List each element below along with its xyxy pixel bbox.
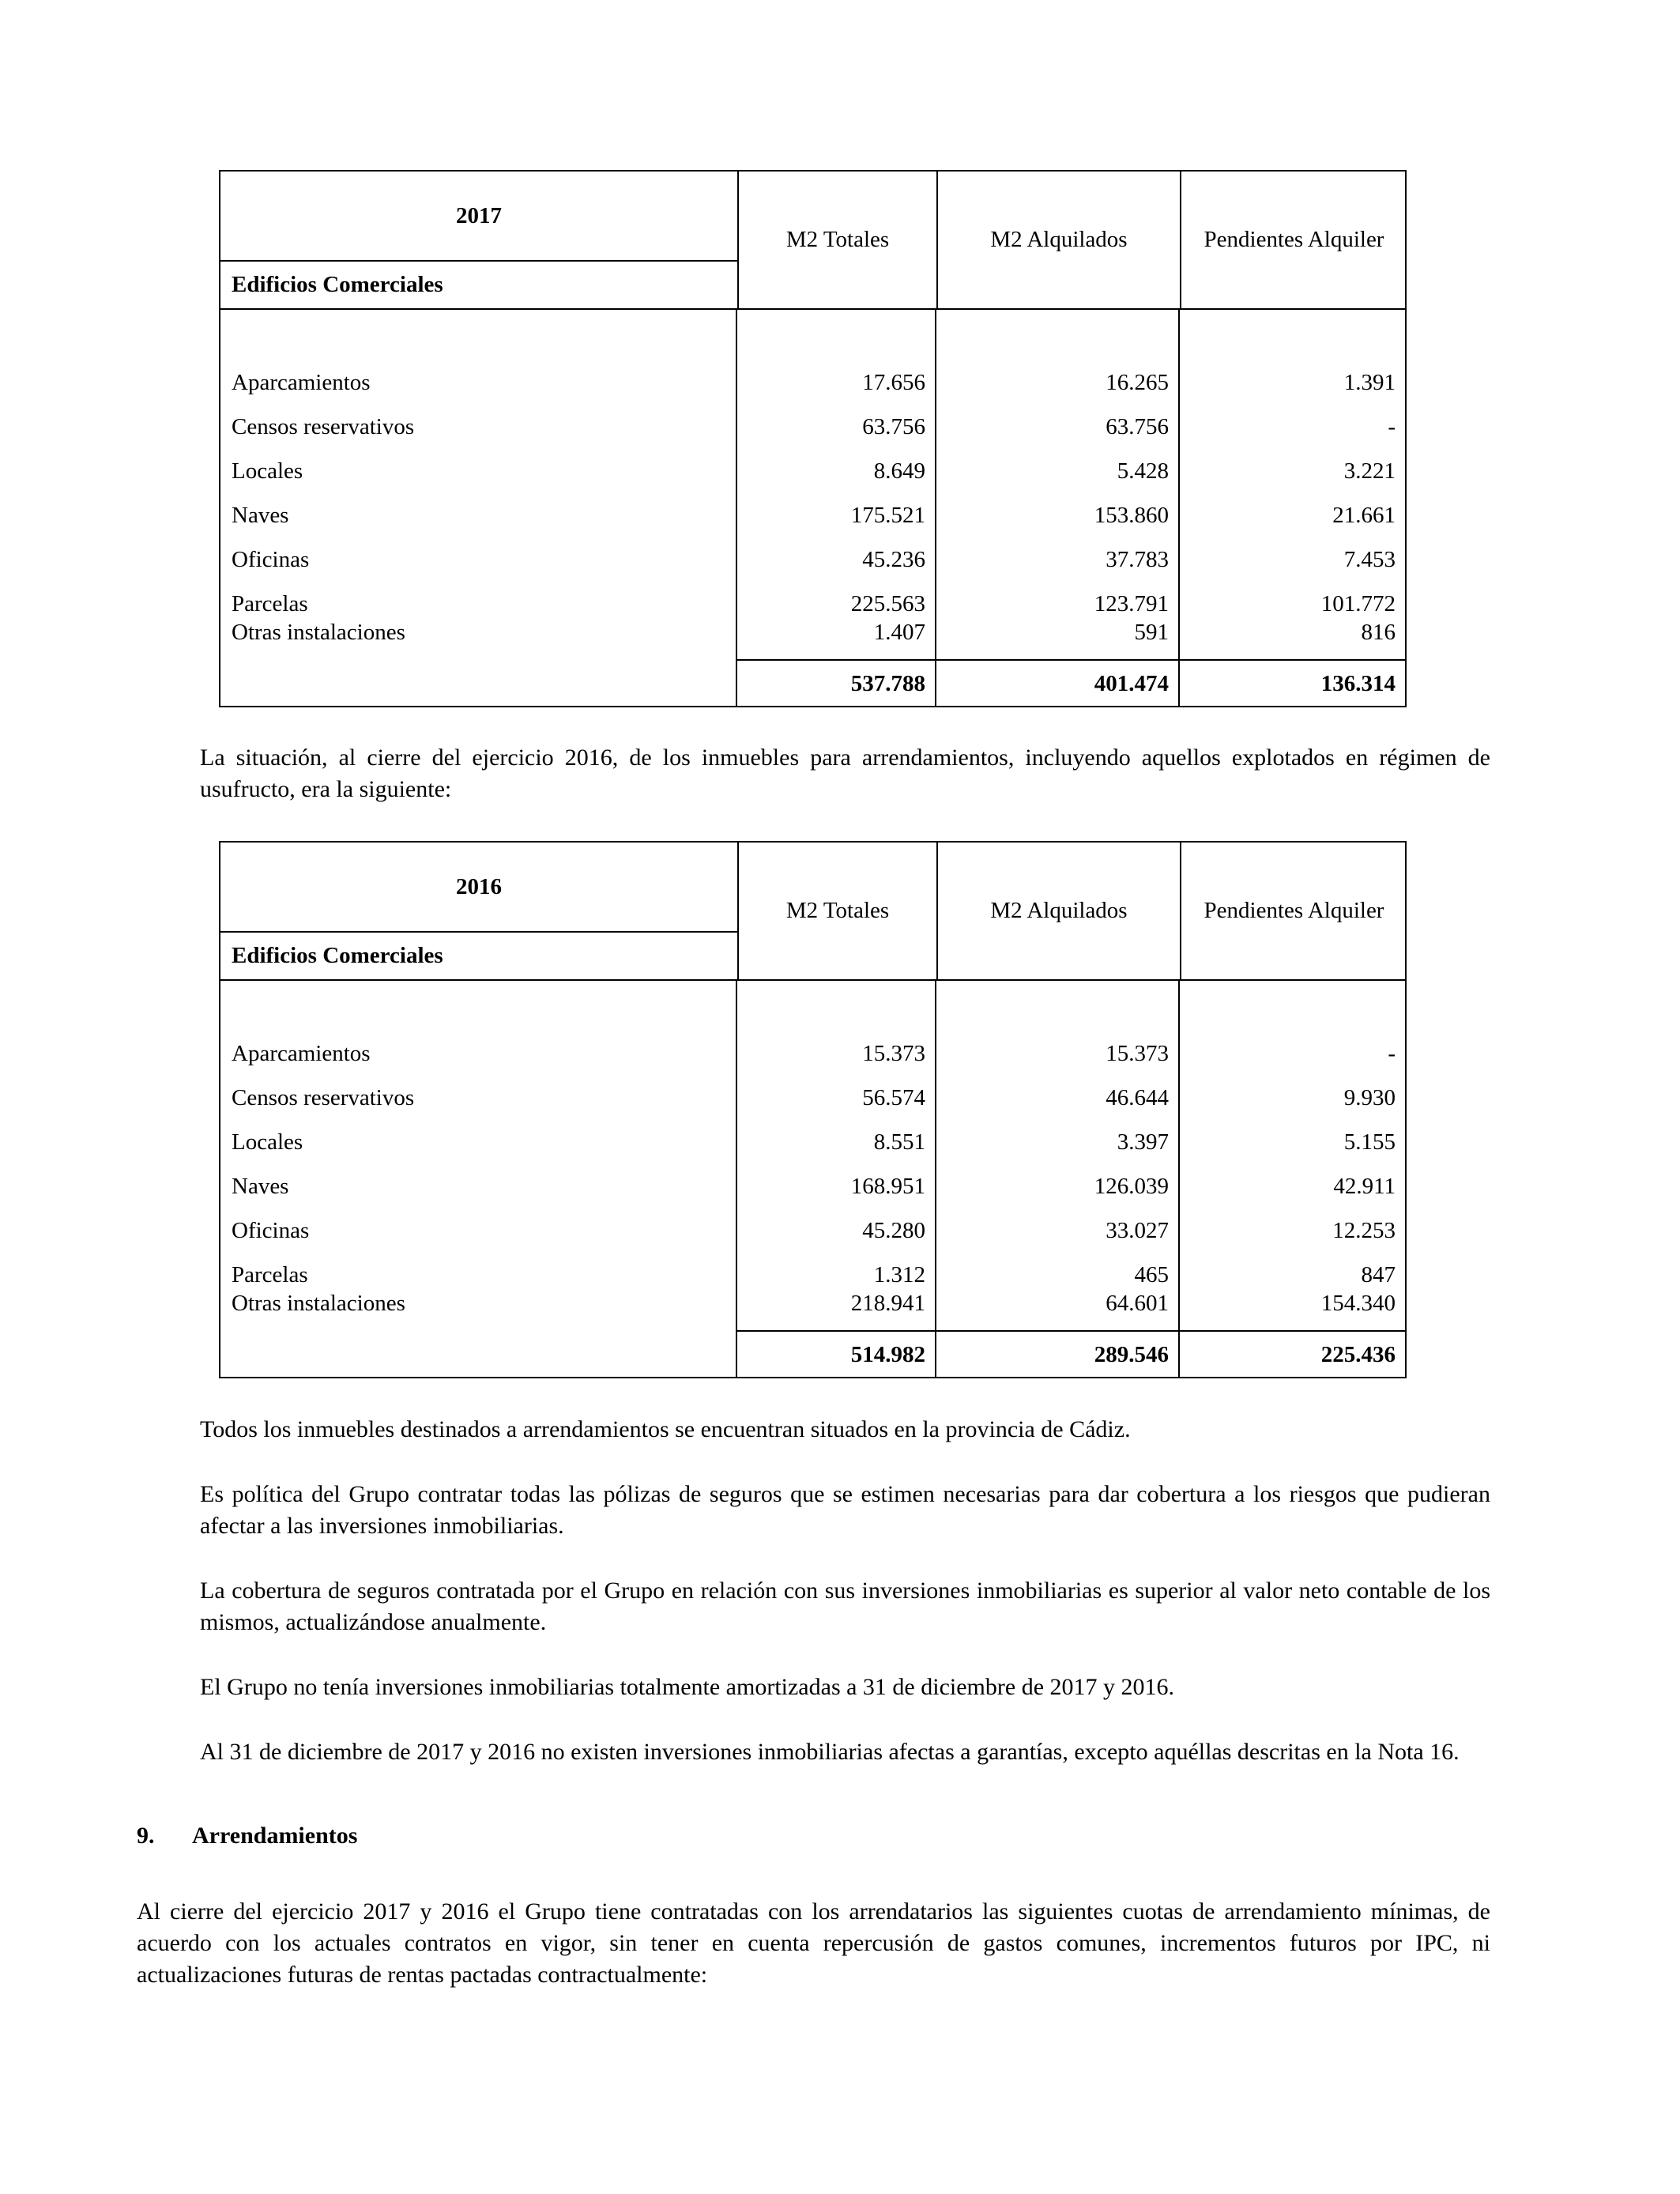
total-alquilados: 401.474 <box>1094 671 1169 696</box>
cell-pendientes: 5.155 <box>1343 1129 1396 1155</box>
cell-pendientes: 816 <box>1361 619 1396 645</box>
cell-alquilados: 33.027 <box>1106 1217 1169 1243</box>
section-number: 9. <box>137 1823 155 1849</box>
cell-alquilados: 3.397 <box>1117 1129 1169 1155</box>
cell-pendientes: 1.391 <box>1343 369 1396 395</box>
row-label: Otras instalaciones <box>232 1290 405 1316</box>
cell-pendientes: 154.340 <box>1320 1290 1396 1316</box>
table-row <box>220 1281 1405 1325</box>
paragraph-garantias: Al 31 de diciembre de 2017 y 2016 no existen inversiones inmobiliarias afectas a garantías, excepto aquéllas descritas en la Nota 16. <box>200 1739 1460 1765</box>
cell-totales: 15.373 <box>862 1040 925 1066</box>
table-row <box>220 1208 1405 1253</box>
section-paragraph: Al cierre del ejercicio 2017 y 2016 el Grupo tiene contratadas con los arrendatarios las siguientes cuotas de arrendamiento mínimas, de acuerdo con los actuales contratos en vigor, sin tener en cuenta repercusión de gastos comunes, incrementos futuros por IPC, ni actualizaciones futuras de rentas pactadas contractualmente: <box>137 1898 1490 1988</box>
table-header <box>220 843 1405 981</box>
cell-alquilados: 591 <box>1134 619 1169 645</box>
paragraph-cobertura: La cobertura de seguros contratada por el Grupo en relación con sus inversiones inmobiliarias es superior al valor neto contable de los mismos, actualizándose anualmente. <box>200 1578 1490 1635</box>
row-label: Parcelas <box>232 1261 308 1287</box>
cell-totales: 168.951 <box>850 1173 925 1199</box>
cell-alquilados: 64.601 <box>1106 1290 1169 1316</box>
table-header <box>220 172 1405 310</box>
cell-alquilados: 15.373 <box>1106 1040 1169 1066</box>
intro-2016-paragraph: La situación, al cierre del ejercicio 2016, de los inmuebles para arrendamientos, incluyendo aquellos explotados en régimen de usufructo, era la siguiente: <box>200 745 1490 802</box>
table-2017 <box>219 170 1407 707</box>
row-label: Locales <box>232 458 303 484</box>
cell-pendientes: - <box>1388 1040 1396 1066</box>
column-header-m2-totales: M2 Totales <box>737 843 936 979</box>
cell-alquilados: 153.860 <box>1094 502 1169 528</box>
table-row <box>220 405 1405 449</box>
row-label: Aparcamientos <box>232 369 371 395</box>
column-header-pendientes: Pendientes Alquiler <box>1180 843 1407 979</box>
table-category: Edificios Comerciales <box>232 272 443 297</box>
table-row <box>220 360 1405 405</box>
row-label: Otras instalaciones <box>232 619 405 645</box>
paragraph-provincia: Todos los inmuebles destinados a arrendamientos se encuentran situados en la provincia de Cádiz. <box>200 1416 1131 1442</box>
total-totales: 537.788 <box>850 671 925 696</box>
cell-totales: 175.521 <box>850 502 925 528</box>
column-header-m2-totales: M2 Totales <box>737 172 936 308</box>
column-header-pendientes: Pendientes Alquiler <box>1180 172 1407 308</box>
cell-alquilados: 465 <box>1134 1261 1169 1287</box>
cell-totales: 56.574 <box>862 1084 925 1110</box>
table-row <box>220 1076 1405 1120</box>
table-row <box>220 449 1405 493</box>
cell-totales: 218.941 <box>850 1290 925 1316</box>
row-label: Parcelas <box>232 590 308 616</box>
table-year: 2016 <box>220 843 737 933</box>
row-label: Naves <box>232 502 289 528</box>
cell-totales: 63.756 <box>862 413 925 439</box>
total-alquilados: 289.546 <box>1094 1342 1169 1367</box>
column-header-m2-alquilados: M2 Alquilados <box>936 843 1180 979</box>
table-body <box>220 981 1405 1378</box>
total-row <box>220 661 1405 707</box>
row-label: Censos reservativos <box>232 1084 415 1110</box>
cell-alquilados: 126.039 <box>1094 1173 1169 1199</box>
table-row <box>220 493 1405 537</box>
total-pendientes: 225.436 <box>1320 1342 1396 1367</box>
row-label: Aparcamientos <box>232 1040 371 1066</box>
cell-totales: 45.236 <box>862 546 925 572</box>
table-2016 <box>219 841 1407 1378</box>
cell-pendientes: 12.253 <box>1332 1217 1396 1243</box>
row-label: Locales <box>232 1129 303 1155</box>
cell-pendientes: 101.772 <box>1320 590 1396 616</box>
cell-totales: 45.280 <box>862 1217 925 1243</box>
cell-alquilados: 46.644 <box>1106 1084 1169 1110</box>
section-title: Arrendamientos <box>192 1823 358 1849</box>
table-category: Edificios Comerciales <box>232 943 443 968</box>
row-label: Oficinas <box>232 1217 310 1243</box>
cell-alquilados: 5.428 <box>1117 458 1169 484</box>
cell-pendientes: 42.911 <box>1333 1173 1396 1199</box>
cell-totales: 1.407 <box>873 619 925 645</box>
paragraph-politica-seguros: Es política del Grupo contratar todas las pólizas de seguros que se estimen necesarias para dar cobertura a los riesgos que pudieran afectar a las inversiones inmobiliarias. <box>200 1481 1490 1539</box>
table-row <box>220 1164 1405 1208</box>
row-label: Censos reservativos <box>232 413 415 439</box>
column-header-m2-alquilados: M2 Alquilados <box>936 172 1180 308</box>
cell-pendientes: 21.661 <box>1332 502 1396 528</box>
total-totales: 514.982 <box>850 1342 925 1367</box>
table-row <box>220 610 1405 654</box>
table-row <box>220 537 1405 582</box>
cell-pendientes: 3.221 <box>1343 458 1396 484</box>
cell-alquilados: 63.756 <box>1106 413 1169 439</box>
table-year: 2017 <box>220 172 737 262</box>
section-heading <box>137 1823 357 1849</box>
cell-pendientes: 847 <box>1361 1261 1396 1287</box>
cell-pendientes: - <box>1388 413 1396 439</box>
cell-alquilados: 37.783 <box>1106 546 1169 572</box>
table-row <box>220 1031 1405 1076</box>
cell-pendientes: 7.453 <box>1343 546 1396 572</box>
cell-alquilados: 16.265 <box>1106 369 1169 395</box>
total-row <box>220 1332 1405 1378</box>
cell-totales: 17.656 <box>862 369 925 395</box>
total-pendientes: 136.314 <box>1320 671 1396 696</box>
table-body <box>220 310 1405 707</box>
table-row <box>220 1120 1405 1164</box>
cell-totales: 225.563 <box>850 590 925 616</box>
cell-totales: 8.649 <box>873 458 925 484</box>
paragraph-amortizadas: El Grupo no tenía inversiones inmobiliarias totalmente amortizadas a 31 de diciembre de 2017 y 2016. <box>200 1674 1175 1700</box>
cell-totales: 8.551 <box>873 1129 925 1155</box>
row-label: Oficinas <box>232 546 310 572</box>
cell-totales: 1.312 <box>873 1261 925 1287</box>
row-label: Naves <box>232 1173 289 1199</box>
cell-alquilados: 123.791 <box>1094 590 1169 616</box>
cell-pendientes: 9.930 <box>1343 1084 1396 1110</box>
